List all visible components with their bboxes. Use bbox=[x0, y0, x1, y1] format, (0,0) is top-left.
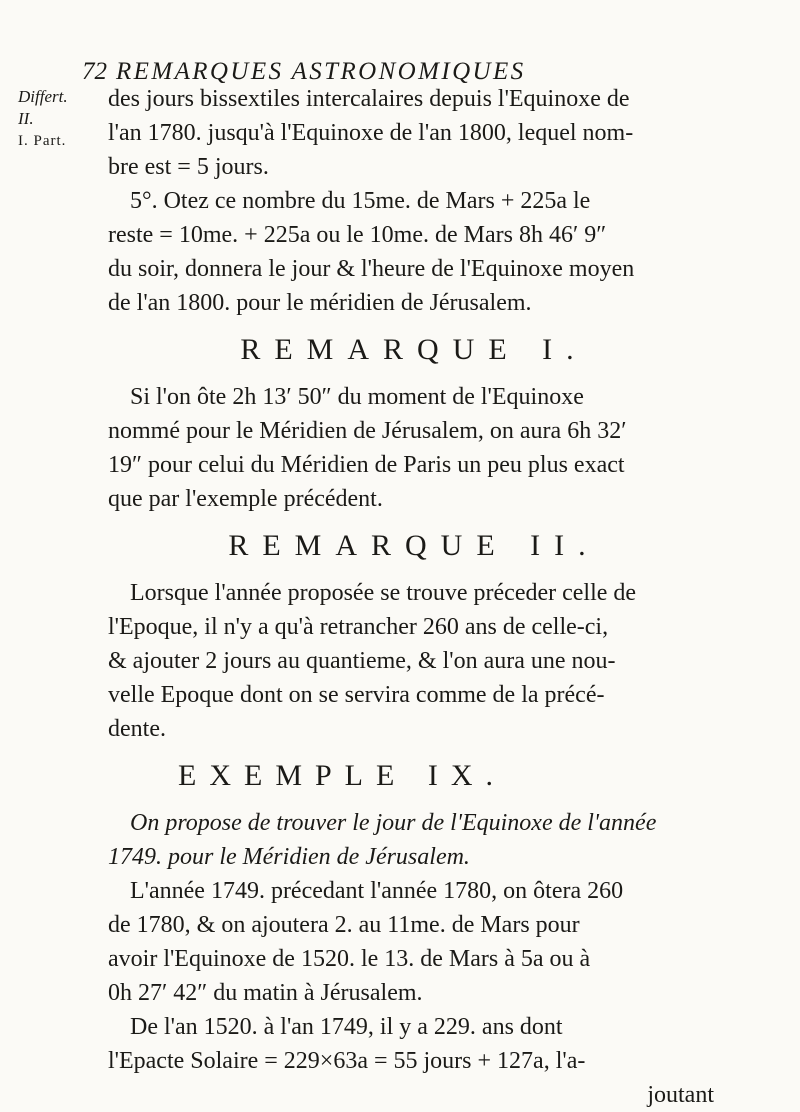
text-line: que par l'exemple précédent. bbox=[108, 486, 383, 512]
text-line: dente. bbox=[108, 716, 166, 742]
text-line: 1749. pour le Méridien de Jérusalem. bbox=[108, 844, 470, 870]
paragraph-remarque-2 bbox=[108, 576, 720, 746]
text-line: du soir, donnera le jour & l'heure de l'Equinoxe moyen bbox=[108, 256, 635, 282]
margin-note-line: Differt. II. bbox=[18, 87, 68, 128]
text-line: l'Epoque, il n'y a qu'à retrancher 260 ans de celle-ci, bbox=[108, 614, 609, 640]
text-line: avoir l'Equinoxe de 1520. le 13. de Mars à 5a ou à bbox=[108, 946, 591, 972]
text-line: velle Epoque dont on se servira comme de la précé- bbox=[108, 682, 605, 708]
text-line: Si l'on ôte 2h 13′ 50″ du moment de l'Equinoxe bbox=[130, 384, 584, 410]
body-text bbox=[108, 82, 720, 1112]
text-line: L'année 1749. précedant l'année 1780, on ôtera 260 bbox=[130, 878, 624, 904]
text-line: On propose de trouver le jour de l'Equinoxe de l'année bbox=[130, 810, 657, 836]
paragraph-continued bbox=[108, 82, 720, 184]
page-number: 72 bbox=[82, 58, 107, 85]
text-line: De l'an 1520. à l'an 1749, il y a 229. ans dont bbox=[130, 1014, 563, 1040]
running-title: REMARQUES ASTRONOMIQUES bbox=[116, 58, 526, 85]
margin-note-line: I. Part. bbox=[18, 133, 67, 149]
paragraph-step-5 bbox=[108, 184, 720, 320]
text-line: l'an 1780. jusqu'à l'Equinoxe de l'an 1800, lequel nom- bbox=[108, 120, 634, 146]
paragraph-exemple-statement bbox=[108, 806, 720, 874]
text-line: & ajouter 2 jours au quantieme, & l'on aura une nou- bbox=[108, 648, 616, 674]
text-line: reste = 10me. + 225a ou le 10me. de Mars 8h 46′ 9″ bbox=[108, 222, 607, 248]
section-heading-remarque-2: REMARQUE II. bbox=[228, 529, 600, 562]
section-heading-remarque-1: REMARQUE I. bbox=[240, 333, 588, 366]
text-line: l'Epacte Solaire = 229×63a = 55 jours + 127a, l'a- bbox=[108, 1048, 586, 1074]
text-line: Lorsque l'année proposée se trouve préceder celle de bbox=[130, 580, 637, 606]
text-line: nommé pour le Méridien de Jérusalem, on aura 6h 32′ bbox=[108, 418, 627, 444]
paragraph-exemple-solution bbox=[108, 874, 720, 1010]
text-line: de l'an 1800. pour le méridien de Jérusalem. bbox=[108, 290, 532, 316]
text-line: bre est = 5 jours. bbox=[108, 154, 269, 180]
text-line: 19″ pour celui du Méridien de Paris un peu plus exact bbox=[108, 452, 625, 478]
text-line: 5°. Otez ce nombre du 15me. de Mars + 225a le bbox=[130, 188, 591, 214]
paragraph-remarque-1 bbox=[108, 380, 720, 516]
text-line: des jours bissextiles intercalaires depuis l'Equinoxe de bbox=[108, 86, 630, 112]
catchword: joutant bbox=[647, 1082, 714, 1108]
margin-note bbox=[18, 86, 74, 152]
paragraph-exemple-epacte bbox=[108, 1010, 720, 1078]
text-line: 0h 27′ 42″ du matin à Jérusalem. bbox=[108, 980, 423, 1006]
text-line: de 1780, & on ajoutera 2. au 11me. de Mars pour bbox=[108, 912, 580, 938]
section-heading-exemple-9: EXEMPLE IX. bbox=[178, 759, 506, 792]
